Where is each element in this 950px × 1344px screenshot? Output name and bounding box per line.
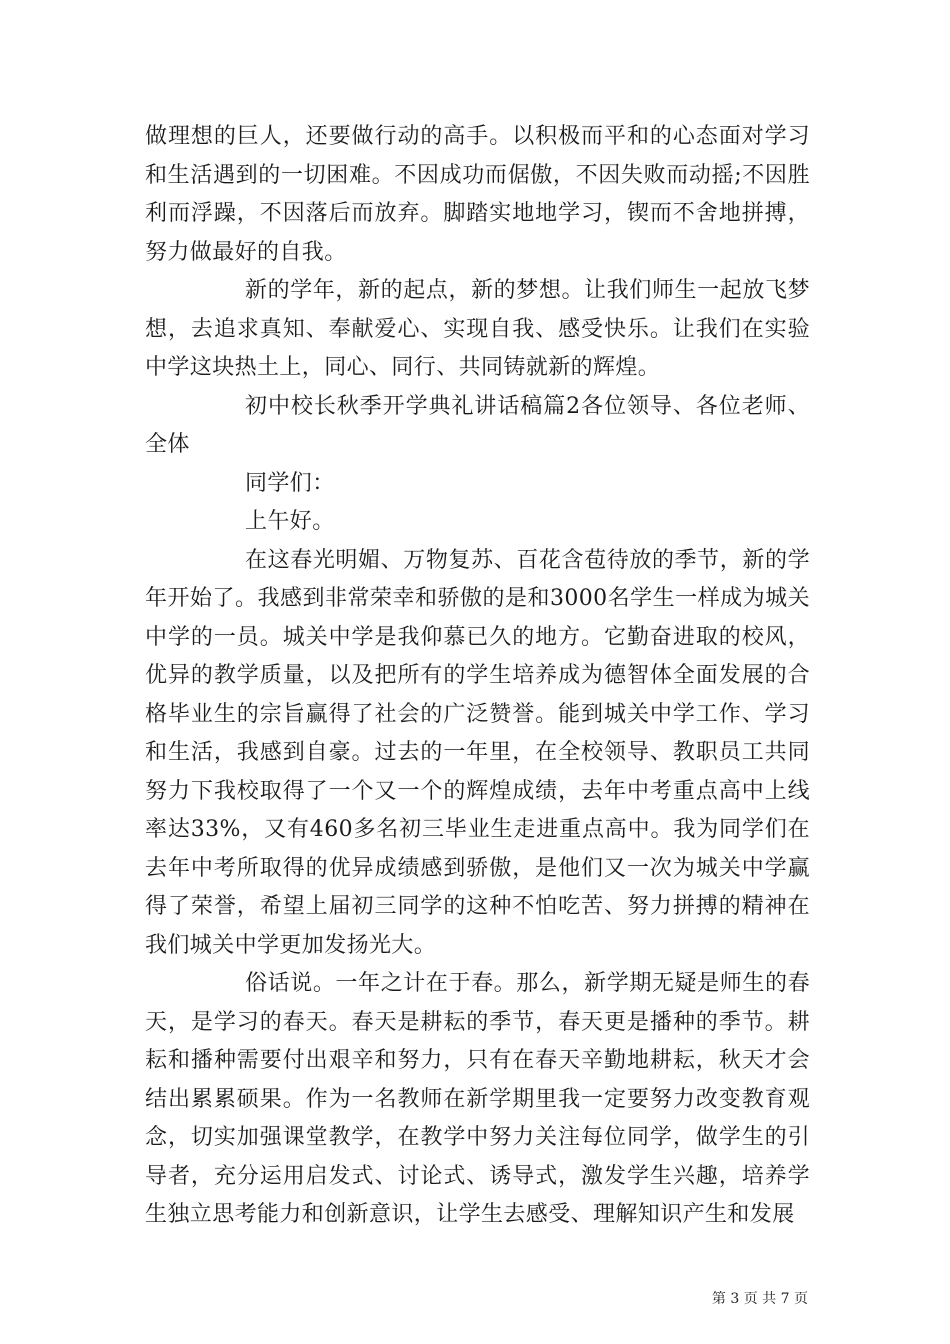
document-body: [145, 118, 810, 1235]
paragraph-3-heading: 初中校长秋季开学典礼讲话稿篇2各位领导、各位老师、全体: [145, 393, 810, 457]
paragraph-1: 做理想的巨人，还要做行动的高手。以积极而平和的心态面对学习和生活遇到的一切困难。不因成功而倨傲，不因失败而动摇;不因胜利而浮躁，不因落后而放弃。脚踏实地地学习，锲而不舍地拼搏，努力做最好的自我。: [145, 124, 810, 265]
paragraph-6: 在这春光明媚、万物复苏、百花含苞待放的季节，新的学年开始了。我感到非常荣幸和骄傲的是和3000名学生一样成为城关中学的一员。城关中学是我仰慕已久的地方。它勤奋进取的校风，优异的教学质量，以及把所有的学生培养成为德智体全面发展的合格毕业生的宗旨赢得了社会的广泛赞誉。能到城关中学工作、学习和生活，我感到自豪。过去的一年里，在全校领导、教职员工共同努力下我校取得了一个又一个的辉煌成绩，去年中考重点高中上线率达33%，又有460多名初三毕业生走进重点高中。我为同学们在去年中考所取得的优异成绩感到骄傲，是他们又一次为城关中学赢得了荣誉，希望上届初三同学的这种不怕吃苦、努力拼搏的精神在我们城关中学更加发扬光大。: [145, 547, 810, 958]
paragraph-7: 俗话说。一年之计在于春。那么，新学期无疑是师生的春天，是学习的春天。春天是耕耘的季节，春天更是播种的季节。耕耘和播种需要付出艰辛和努力，只有在春天辛勤地耕耘，秋天才会结出累累硕果。作为一名教师在新学期里我一定要努力改变教育观念，切实加强课堂教学，在教学中努力关注每位同学，做学生的引导者，充分运用启发式、讨论式、诱导式，激发学生兴趣，培养学生独立思考能力和创新意识，让学生去感受、理解知识产生和发展: [145, 971, 810, 1227]
paragraph-4-salutation: 同学们：: [245, 470, 335, 496]
paragraph-5-greeting: 上午好。: [245, 509, 335, 534]
page-number-footer: 第 3 页 共 7 页: [711, 1291, 808, 1307]
paragraph-2: 新的学年，新的起点，新的梦想。让我们师生一起放飞梦想，去追求真知、奉献爱心、实现自我、感受快乐。让我们在实验中学这块热土上，同心、同行、共同铸就新的辉煌。: [145, 278, 810, 380]
